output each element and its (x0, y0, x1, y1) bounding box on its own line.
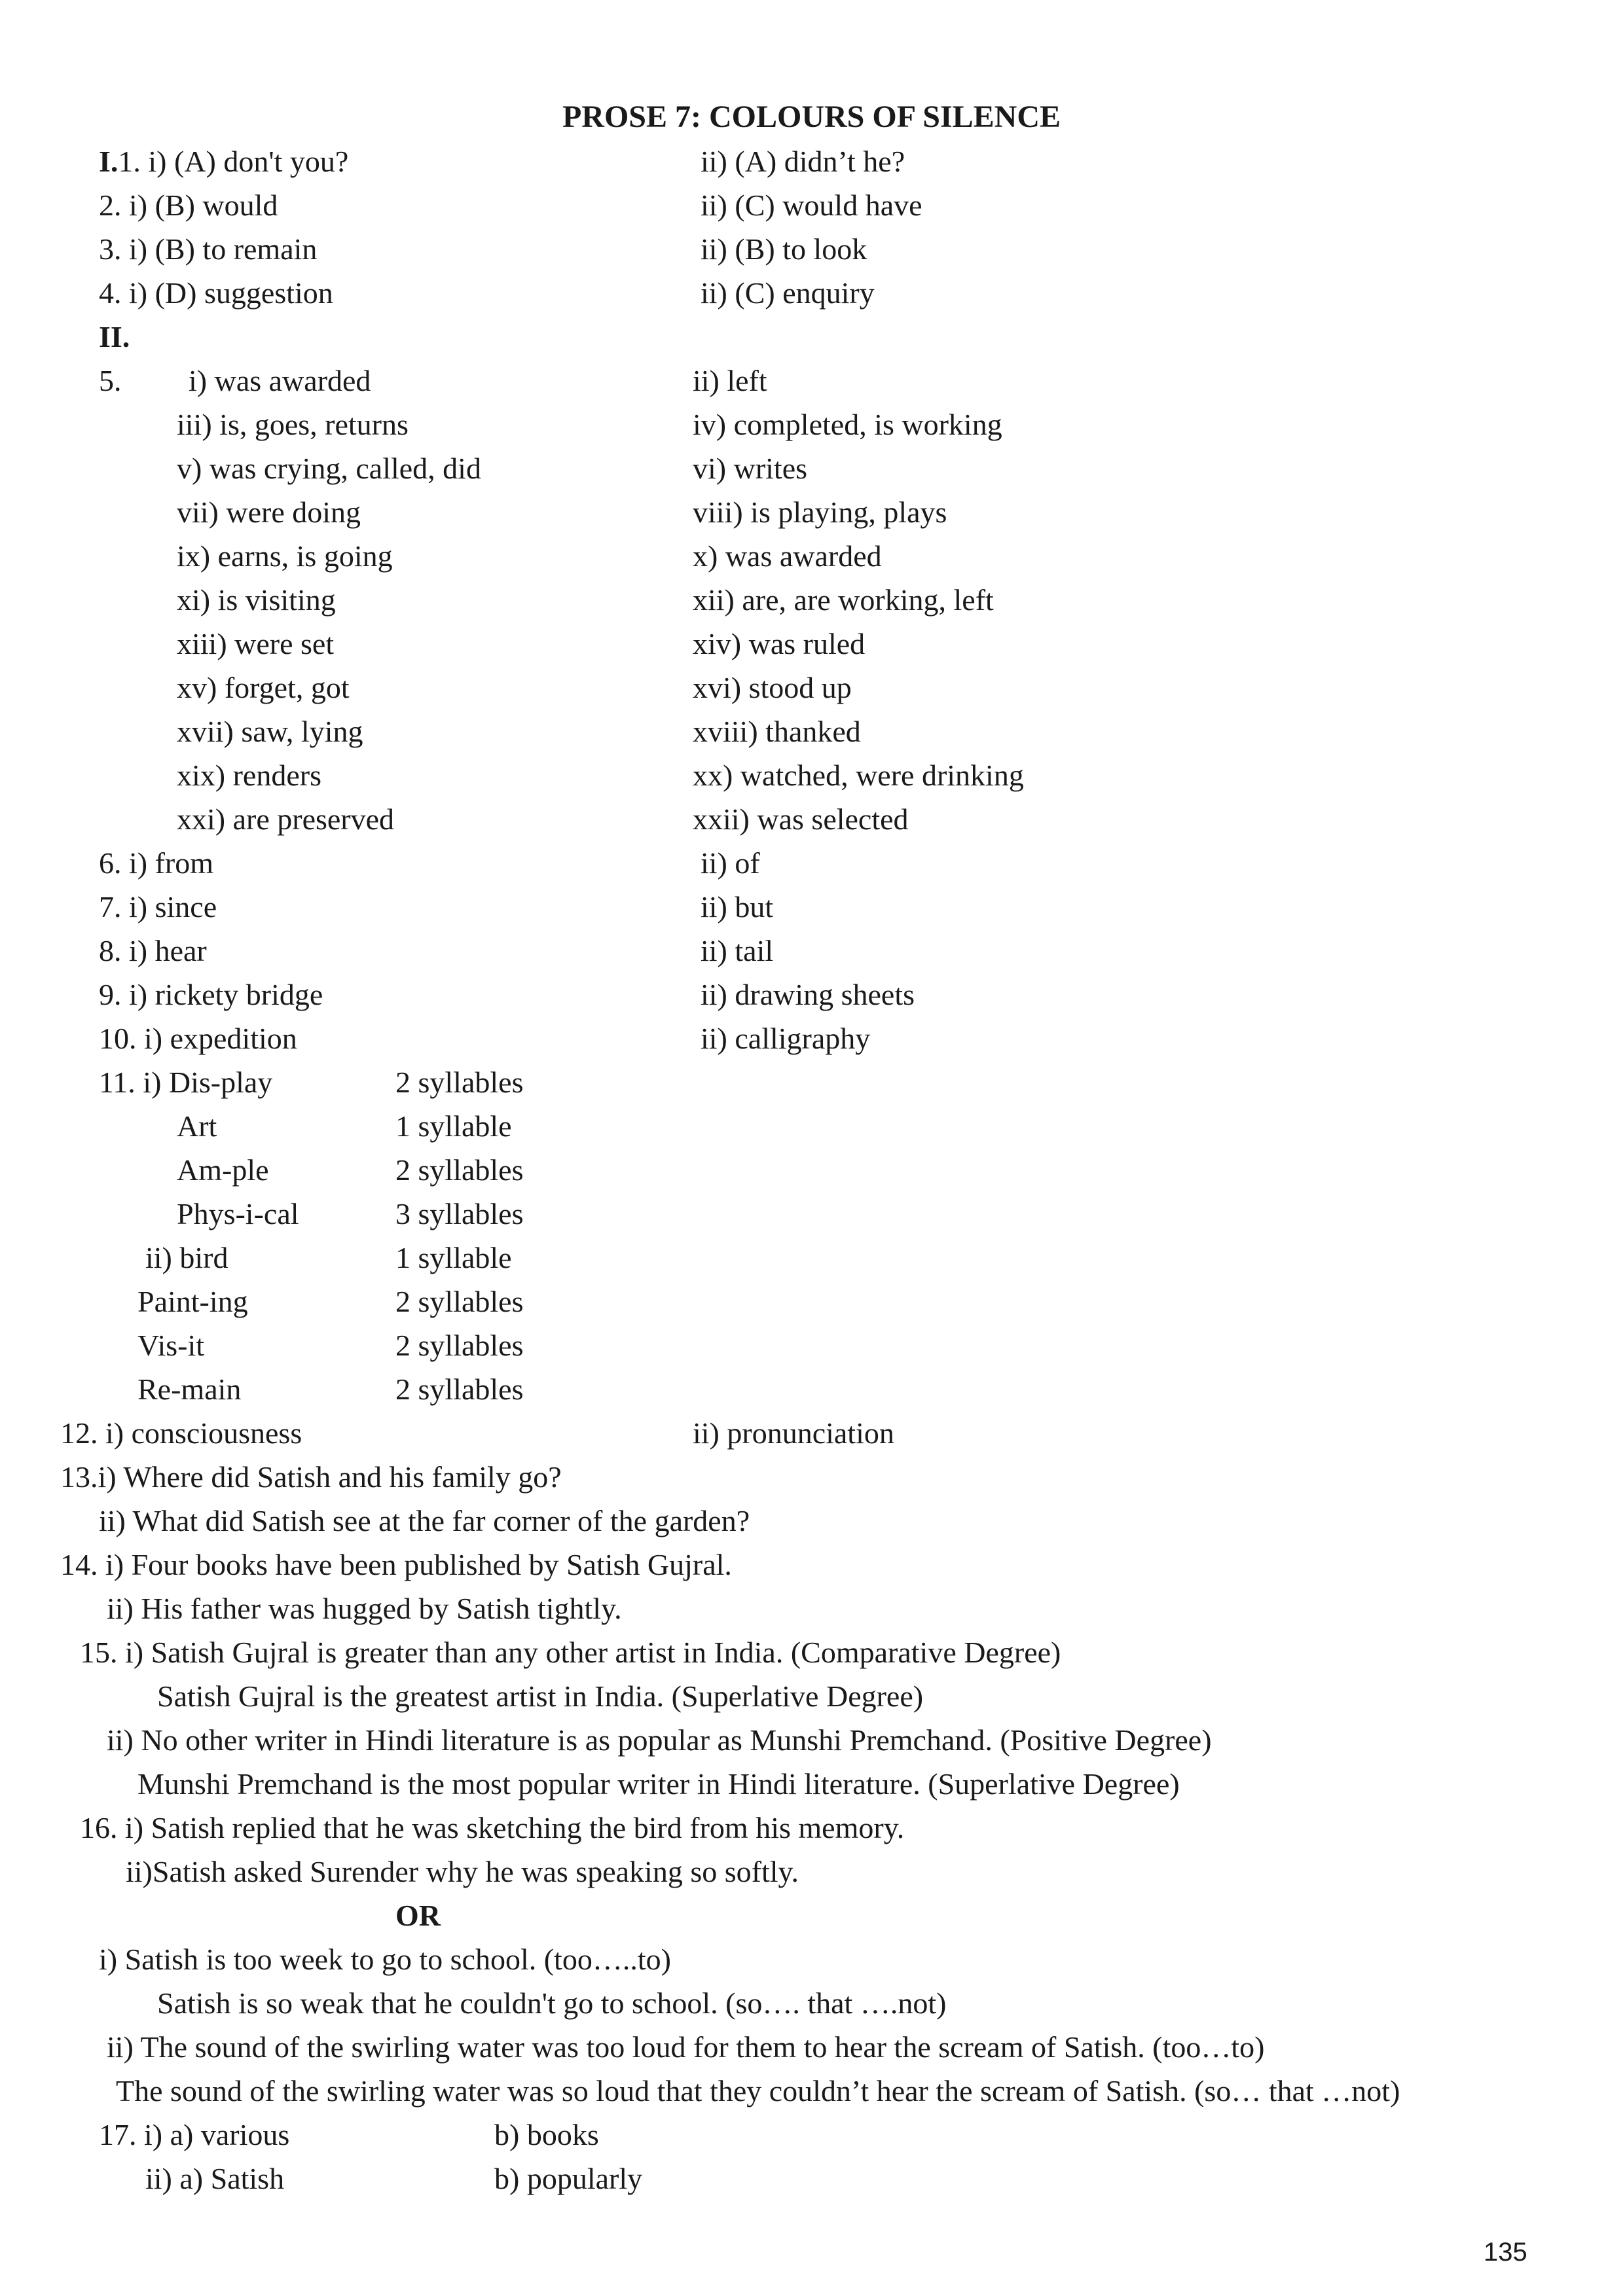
q11-word: 11. i) Dis-play (99, 1066, 273, 1099)
q16-line: 16. i) Satish replied that he was sketching the bird from his memory. (80, 1811, 905, 1844)
q6-answer-i: 6. i) from (99, 846, 214, 880)
q14-answer-i: 14. i) Four books have been published by Satish Gujral. (60, 1548, 732, 1581)
q11-word: Re-main (137, 1372, 242, 1406)
q6-answer-ii: ii) of (701, 846, 760, 880)
q16-line: i) Satish is too week to go to school. (too…..to) (99, 1943, 671, 1976)
q5-item: xii) are, are working, left (693, 583, 994, 617)
q3-answer-i: 3. i) (B) to remain (99, 232, 318, 266)
q5-item: xv) forget, got (177, 671, 350, 704)
q9-answer-ii: ii) drawing sheets (701, 978, 915, 1011)
q11-syllables: 1 syllable (395, 1241, 512, 1274)
q12-answer-ii: ii) pronunciation (693, 1416, 894, 1450)
q17-answer: b) books (494, 2118, 599, 2151)
q5-item: xvii) saw, lying (177, 715, 363, 748)
q5-item: xviii) thanked (693, 715, 861, 748)
q11-word: Vis-it (137, 1329, 205, 1362)
q11-word: Art (177, 1109, 217, 1143)
q5-item: i) was awarded (189, 364, 371, 397)
q10-answer-ii: ii) calligraphy (701, 1022, 871, 1055)
q5-item: vi) writes (693, 452, 808, 485)
q16-line: The sound of the swirling water was so loud that they couldn’t hear the scream of Satish. (so… that …not) (116, 2074, 1400, 2108)
section-ii-label: II. (99, 320, 130, 353)
q15-line: Satish Gujral is the greatest artist in India. (Superlative Degree) (157, 1679, 924, 1713)
q12-answer-i: 12. i) consciousness (60, 1416, 302, 1450)
section-i-label: I. (99, 145, 119, 178)
q17-answer: b) popularly (494, 2162, 643, 2195)
q4-answer-ii: ii) (C) enquiry (701, 276, 875, 310)
q1-answer-i (99, 140, 348, 183)
q11-syllables: 2 syllables (395, 1066, 524, 1099)
q11-syllables: 2 syllables (395, 1329, 524, 1362)
q11-syllables: 1 syllable (395, 1109, 512, 1143)
page-title: PROSE 7: COLOURS OF SILENCE (562, 99, 1061, 134)
q5-item: xi) is visiting (177, 583, 336, 617)
q11-word: ii) bird (145, 1241, 228, 1274)
q5-item: v) was crying, called, did (177, 452, 481, 485)
q14-answer-ii: ii) His father was hugged by Satish tightly. (107, 1592, 622, 1625)
q7-answer-ii: ii) but (701, 890, 774, 924)
q5-item: xiv) was ruled (693, 627, 866, 660)
q16-line: ii)Satish asked Surender why he was speaking so softly. (126, 1855, 799, 1888)
q11-syllables: 2 syllables (395, 1372, 524, 1406)
q5-item: xiii) were set (177, 627, 335, 660)
q3-answer-ii: ii) (B) to look (701, 232, 867, 266)
q11-syllables: 2 syllables (395, 1285, 524, 1318)
or-separator: OR (395, 1899, 441, 1932)
q10-answer-i: 10. i) expedition (99, 1022, 297, 1055)
q5-item: x) was awarded (693, 539, 882, 573)
q11-word: Paint-ing (137, 1285, 248, 1318)
q8-answer-ii: ii) tail (701, 934, 774, 967)
q11-syllables: 3 syllables (395, 1197, 524, 1230)
q7-answer-i: 7. i) since (99, 890, 217, 924)
q17-answer: ii) a) Satish (145, 2162, 285, 2195)
q1-i-text: 1. i) (A) don't you? (118, 145, 349, 178)
q5-item: xxi) are preserved (177, 802, 395, 836)
q8-answer-i: 8. i) hear (99, 934, 207, 967)
q11-word: Am-ple (177, 1153, 269, 1187)
q15-line: 15. i) Satish Gujral is greater than any other artist in India. (Comparative Degree) (80, 1636, 1061, 1669)
q16-line: ii) The sound of the swirling water was too loud for them to hear the scream of Satish. (too…to) (107, 2030, 1265, 2064)
q15-line: ii) No other writer in Hindi literature is as popular as Munshi Premchand. (Positive Degree) (107, 1723, 1212, 1757)
q5-item: viii) is playing, plays (693, 495, 947, 529)
q5-item: xvi) stood up (693, 671, 852, 704)
q5-item: ii) left (693, 364, 767, 397)
q5-item: ix) earns, is going (177, 539, 393, 573)
q15-line: Munshi Premchand is the most popular writer in Hindi literature. (Superlative Degree) (137, 1767, 1180, 1801)
q17-answer: 17. i) a) various (99, 2118, 290, 2151)
q5-item: xxii) was selected (693, 802, 909, 836)
q11-word: Phys-i-cal (177, 1197, 299, 1230)
q9-answer-i: 9. i) rickety bridge (99, 978, 323, 1011)
q5-item: iii) is, goes, returns (177, 408, 409, 441)
q2-answer-ii: ii) (C) would have (701, 188, 922, 222)
q5-number: 5. (99, 364, 122, 397)
q5-item: xix) renders (177, 759, 321, 792)
q11-syllables: 2 syllables (395, 1153, 524, 1187)
q5-item: xx) watched, were drinking (693, 759, 1024, 792)
q13-answer-ii: ii) What did Satish see at the far corner of the garden? (99, 1504, 750, 1537)
q5-item: iv) completed, is working (693, 408, 1002, 441)
page-number: 135 (1484, 2238, 1527, 2267)
q13-answer-i: 13.i) Where did Satish and his family go? (60, 1460, 562, 1494)
q5-item: vii) were doing (177, 495, 361, 529)
q4-answer-i: 4. i) (D) suggestion (99, 276, 333, 310)
q2-answer-i: 2. i) (B) would (99, 188, 278, 222)
q16-line: Satish is so weak that he couldn't go to school. (so…. that ….not) (157, 1986, 947, 2020)
q1-answer-ii: ii) (A) didn’t he? (701, 145, 905, 178)
